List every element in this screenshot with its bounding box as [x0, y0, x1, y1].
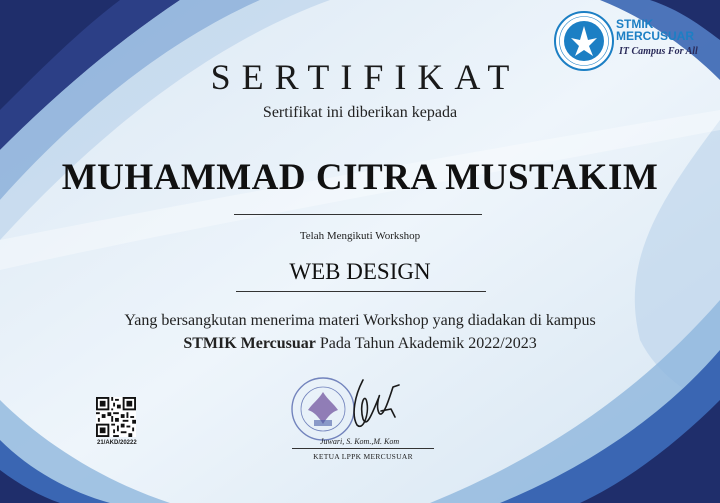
description-line2 — [0, 335, 720, 353]
logo-name — [616, 18, 694, 42]
logo-name-line1: STMIK — [616, 17, 654, 31]
institution-name: STMIK Mercusuar — [183, 335, 316, 352]
logo-tagline: IT Campus For All — [619, 46, 698, 57]
workshop-underline — [236, 291, 486, 292]
description-line2-rest: Pada Tahun Akademik 2022/2023 — [315, 335, 537, 352]
certificate-title: SERTIFIKAT — [210, 57, 521, 97]
given-to-label: Sertifikat ini diberikan kepada — [262, 104, 458, 121]
logo-name-line2: MERCUSUAR — [616, 29, 694, 43]
description-line1: Yang bersangkutan menerima materi Workshop yang diadakan di kampus — [124, 312, 596, 329]
qr-code-icon — [96, 397, 136, 437]
signature-icon — [333, 375, 403, 437]
certificate-code: 21/AKD/20222 — [97, 440, 137, 446]
workshop-name: WEB DESIGN — [289, 259, 431, 284]
signer-title: KETUA LPPK MERCUSUAR — [313, 452, 413, 461]
signature-underline — [292, 448, 434, 449]
signer-name: Juwari, S. Kom.,M. Kom — [320, 437, 400, 446]
recipient-name: MUHAMMAD CITRA MUSTAKIM — [61, 157, 659, 198]
name-underline — [234, 214, 482, 215]
attended-label: Telah Mengikuti Workshop — [299, 230, 421, 242]
